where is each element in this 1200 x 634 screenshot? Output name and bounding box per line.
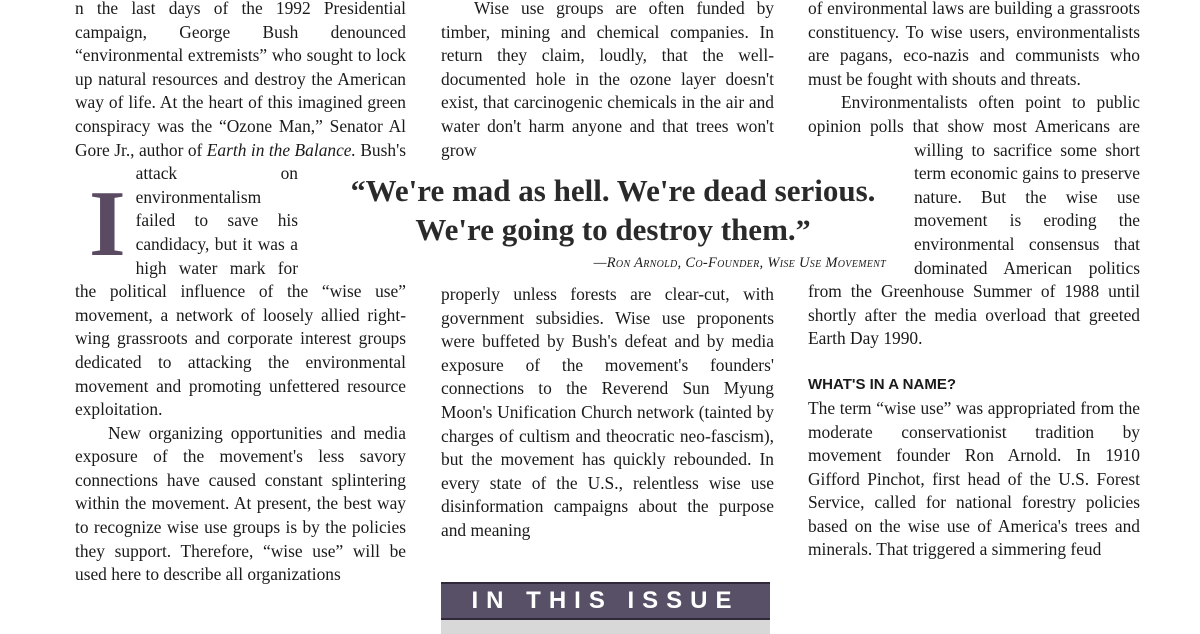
pull-quote-line-1: We're mad as hell. We're dead serious.: [365, 173, 876, 208]
article-column-3: [808, 0, 1140, 562]
column3-paragraph-3: The term “wise use” was appropriated from the moderate conservationist tradition by movement founder Ron Arnold. In 1910 Gifford Pinchot, first head of the U.S. Forest Service, called for national forestry policies based on the wise use of America's trees and minerals. That triggered a simmering feud: [808, 397, 1140, 560]
column1-paragraph-1: n the last days of the 1992 Presidential campaign, George Bush denounced “environmental extremists” who sought to lock up natural resources and destroy the American way of life. At the heart of this imagined green conspiracy was the “Ozone Man,” Senator Al Gore Jr., author of Earth in the Balance. Bush's attack on environmentalism failed to save his candidacy, but it was a high water mark for the political influence of the “wise use” movement, a network of loosely allied right-wing grassroots and corporate interest groups dedicated to attacking the environmental movement and promoting unfettered resource exploitation.: [75, 0, 406, 420]
column3-paragraph-1: of environmental laws are building a grassroots constituency. To wise users, environmentalists are pagans, eco-nazis and communists who must be fought with shouts and threats.: [808, 0, 1140, 89]
close-quote-mark: ”: [795, 214, 811, 247]
banner-underlay: [441, 620, 770, 634]
drop-cap: I: [89, 172, 126, 276]
open-quote-mark: “: [350, 175, 366, 208]
article-column-2: [441, 0, 774, 163]
section-heading: WHAT'S IN A NAME?: [808, 375, 956, 393]
pull-quote-text: [322, 172, 904, 250]
column2-paragraph-1: Wise use groups are often funded by timber, mining and chemical companies. In return they claim, loudly, that the well-documented hole in the ozone layer doesn't exist, that carcinogenic chemicals in the air and water don't harm anyone and that trees won't grow: [441, 0, 774, 160]
column2-paragraph-1-continued: properly unless forests are clear-cut, with government subsidies. Wise use proponents were buffeted by Bush's defeat and by media exposure of the movement's founders' connections to the Reverend Sun Myung Moon's Unification Church network (tainted by charges of cultism and theocratic neo-fascism), but the movement has quickly rebounded. In every state of the U.S., relentless wise use disinformation campaigns about the purpose and meaning: [441, 284, 774, 540]
column3-paragraph-2: Environmentalists often point to public opinion polls that show most Americans are willing to sacrifice some short term economic gains to preserve nature. But the wise use movement is eroding the environmental consensus that dominated American politics from the Greenhouse Summer of 1988 until shortly after the media overload that greeted Earth Day 1990.: [808, 92, 1140, 349]
pull-quote-attribution: —Ron Arnold, Co-Founder, Wise Use Movement: [593, 255, 886, 271]
in-this-issue-banner: IN THIS ISSUE: [441, 582, 770, 620]
article-column-2-continued: [441, 283, 774, 578]
article-column-1: [75, 0, 406, 587]
column1-paragraph-2: New organizing opportunities and media exposure of the movement's less savory connections have caused constant splintering within the movement. At present, the best way to recognize wise use groups is by the policies they support. Therefore, “wise use” will be used here to describe all organizations: [75, 422, 406, 585]
pull-quote-line-2: We're going to destroy them.: [415, 212, 796, 247]
pull-quote: [322, 172, 904, 272]
